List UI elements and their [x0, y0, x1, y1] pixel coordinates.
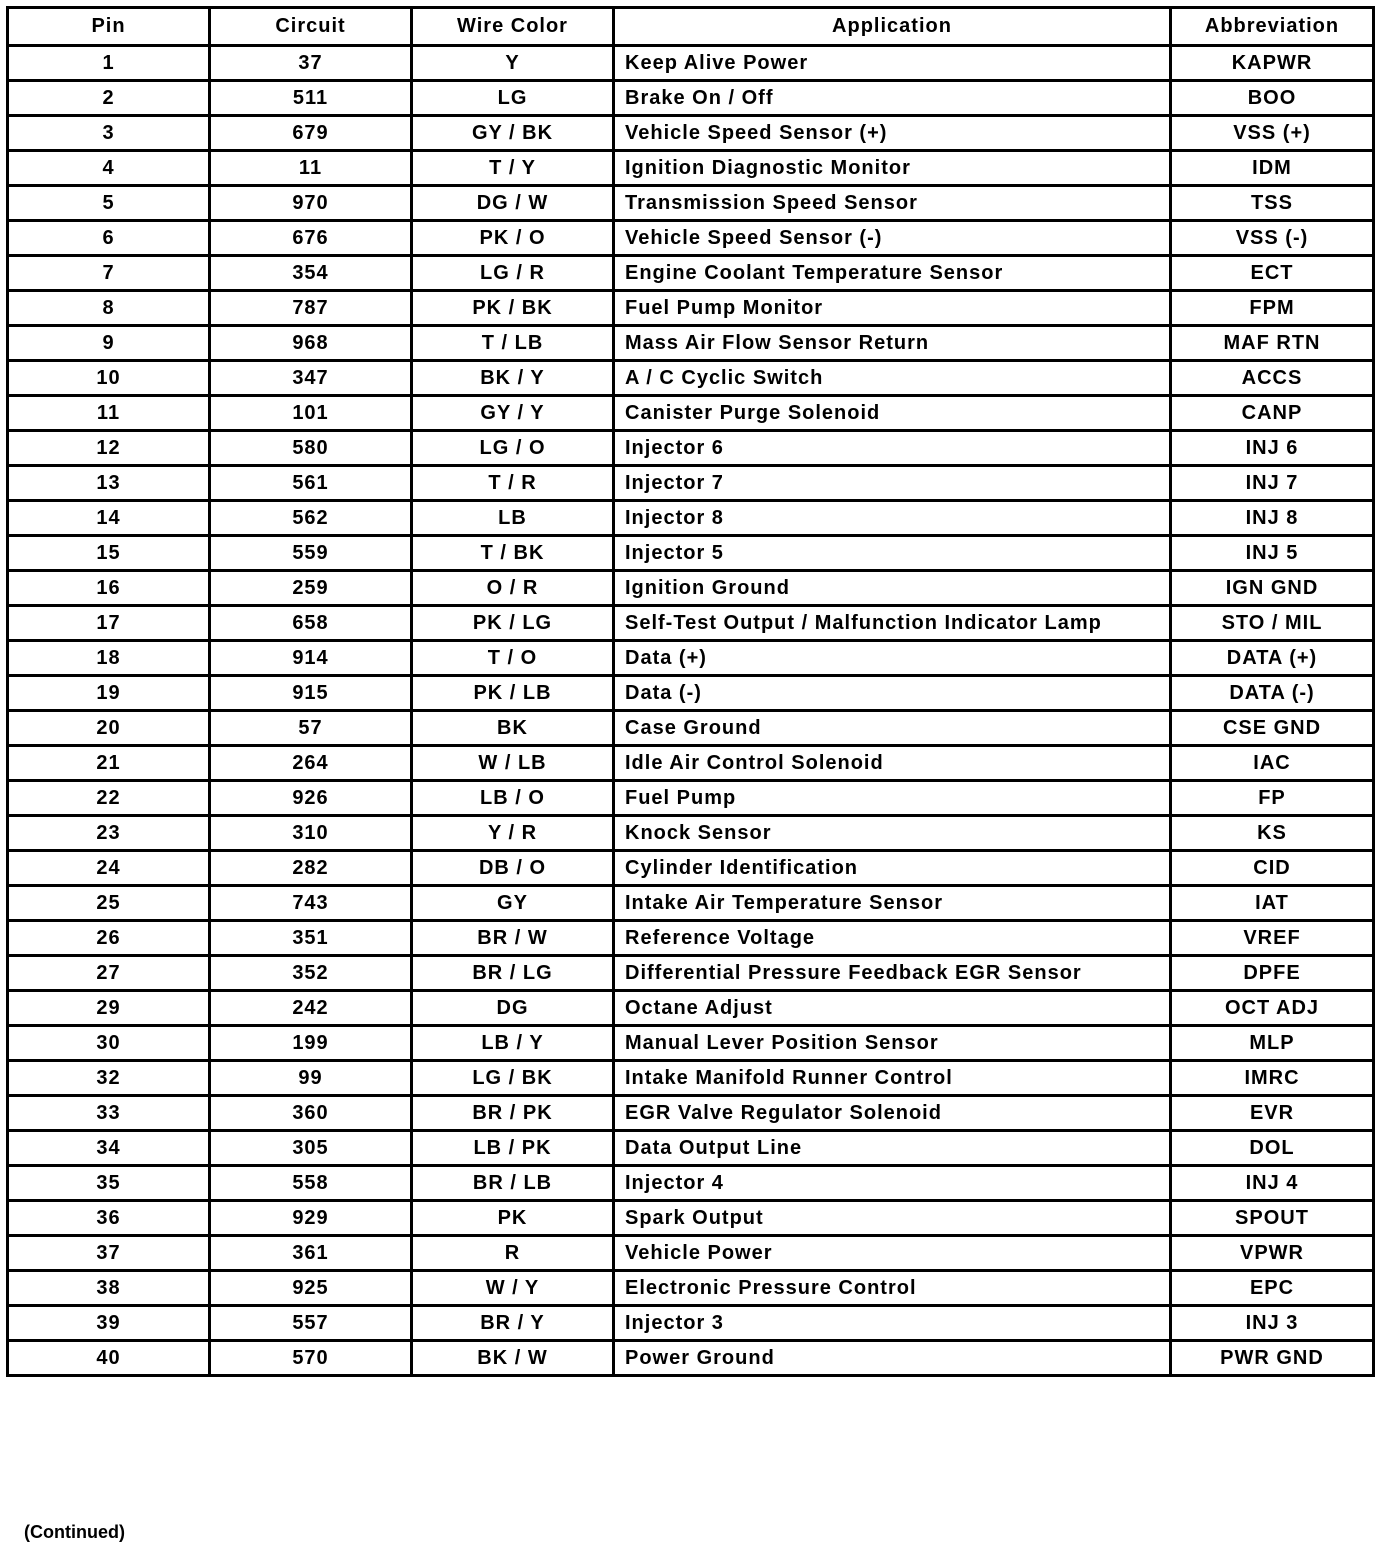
table-row	[8, 711, 1374, 746]
cell-pin: 22	[8, 781, 210, 816]
header-abbreviation: Abbreviation	[1171, 8, 1374, 46]
cell-application: Data (-)	[614, 676, 1171, 711]
cell-circuit: 558	[210, 1166, 412, 1201]
cell-abbreviation: DATA (-)	[1171, 676, 1374, 711]
table-row	[8, 1131, 1374, 1166]
pinout-sheet	[6, 6, 1372, 1377]
cell-application: Vehicle Speed Sensor (-)	[614, 221, 1171, 256]
cell-application: Case Ground	[614, 711, 1171, 746]
cell-wire-color: Y / R	[412, 816, 614, 851]
cell-application: Injector 5	[614, 536, 1171, 571]
cell-wire-color: Y	[412, 46, 614, 81]
cell-pin: 23	[8, 816, 210, 851]
cell-abbreviation: TSS	[1171, 186, 1374, 221]
cell-wire-color: T / O	[412, 641, 614, 676]
cell-wire-color: W / Y	[412, 1271, 614, 1306]
cell-wire-color: PK	[412, 1201, 614, 1236]
cell-application: Intake Manifold Runner Control	[614, 1061, 1171, 1096]
cell-circuit: 929	[210, 1201, 412, 1236]
cell-application: Knock Sensor	[614, 816, 1171, 851]
table-row	[8, 501, 1374, 536]
cell-application: Fuel Pump Monitor	[614, 291, 1171, 326]
cell-application: Vehicle Power	[614, 1236, 1171, 1271]
cell-pin: 21	[8, 746, 210, 781]
cell-abbreviation: INJ 4	[1171, 1166, 1374, 1201]
cell-pin: 34	[8, 1131, 210, 1166]
cell-abbreviation: PWR GND	[1171, 1341, 1374, 1376]
cell-abbreviation: CID	[1171, 851, 1374, 886]
table-row	[8, 46, 1374, 81]
table-row	[8, 116, 1374, 151]
cell-circuit: 57	[210, 711, 412, 746]
table-row	[8, 81, 1374, 116]
cell-circuit: 242	[210, 991, 412, 1026]
cell-circuit: 559	[210, 536, 412, 571]
cell-pin: 39	[8, 1306, 210, 1341]
cell-application: Octane Adjust	[614, 991, 1171, 1026]
table-row	[8, 1341, 1374, 1376]
cell-abbreviation: DPFE	[1171, 956, 1374, 991]
cell-circuit: 914	[210, 641, 412, 676]
table-row	[8, 956, 1374, 991]
cell-pin: 19	[8, 676, 210, 711]
table-row	[8, 1306, 1374, 1341]
cell-circuit: 676	[210, 221, 412, 256]
table-row	[8, 886, 1374, 921]
cell-circuit: 282	[210, 851, 412, 886]
cell-circuit: 310	[210, 816, 412, 851]
cell-wire-color: BR / Y	[412, 1306, 614, 1341]
cell-application: Spark Output	[614, 1201, 1171, 1236]
cell-wire-color: GY / BK	[412, 116, 614, 151]
cell-circuit: 658	[210, 606, 412, 641]
cell-abbreviation: DATA (+)	[1171, 641, 1374, 676]
cell-wire-color: T / BK	[412, 536, 614, 571]
cell-abbreviation: VREF	[1171, 921, 1374, 956]
cell-application: A / C Cyclic Switch	[614, 361, 1171, 396]
cell-circuit: 915	[210, 676, 412, 711]
cell-pin: 1	[8, 46, 210, 81]
cell-application: Transmission Speed Sensor	[614, 186, 1171, 221]
header-row	[8, 8, 1374, 46]
cell-wire-color: LB / PK	[412, 1131, 614, 1166]
cell-circuit: 361	[210, 1236, 412, 1271]
cell-pin: 24	[8, 851, 210, 886]
cell-wire-color: BR / PK	[412, 1096, 614, 1131]
cell-circuit: 511	[210, 81, 412, 116]
cell-wire-color: LB / Y	[412, 1026, 614, 1061]
cell-application: Keep Alive Power	[614, 46, 1171, 81]
table-row	[8, 676, 1374, 711]
cell-abbreviation: FP	[1171, 781, 1374, 816]
table-row	[8, 921, 1374, 956]
cell-application: Injector 4	[614, 1166, 1171, 1201]
cell-pin: 15	[8, 536, 210, 571]
cell-application: Idle Air Control Solenoid	[614, 746, 1171, 781]
table-row	[8, 291, 1374, 326]
cell-wire-color: DG	[412, 991, 614, 1026]
cell-circuit: 352	[210, 956, 412, 991]
cell-pin: 33	[8, 1096, 210, 1131]
table-row	[8, 746, 1374, 781]
cell-wire-color: LG / O	[412, 431, 614, 466]
cell-abbreviation: VSS (-)	[1171, 221, 1374, 256]
cell-abbreviation: MLP	[1171, 1026, 1374, 1061]
cell-pin: 40	[8, 1341, 210, 1376]
cell-circuit: 11	[210, 151, 412, 186]
cell-abbreviation: IAC	[1171, 746, 1374, 781]
cell-application: Mass Air Flow Sensor Return	[614, 326, 1171, 361]
table-row	[8, 186, 1374, 221]
cell-circuit: 199	[210, 1026, 412, 1061]
cell-wire-color: PK / LB	[412, 676, 614, 711]
cell-application: Power Ground	[614, 1341, 1171, 1376]
cell-wire-color: LG	[412, 81, 614, 116]
cell-pin: 18	[8, 641, 210, 676]
cell-wire-color: PK / O	[412, 221, 614, 256]
cell-abbreviation: BOO	[1171, 81, 1374, 116]
cell-circuit: 580	[210, 431, 412, 466]
cell-wire-color: T / LB	[412, 326, 614, 361]
table-row	[8, 1271, 1374, 1306]
cell-circuit: 926	[210, 781, 412, 816]
cell-application: Data (+)	[614, 641, 1171, 676]
cell-wire-color: DB / O	[412, 851, 614, 886]
cell-pin: 36	[8, 1201, 210, 1236]
cell-abbreviation: INJ 5	[1171, 536, 1374, 571]
table-row	[8, 536, 1374, 571]
header-wire-color: Wire Color	[412, 8, 614, 46]
cell-application: Ignition Ground	[614, 571, 1171, 606]
cell-pin: 35	[8, 1166, 210, 1201]
cell-application: Vehicle Speed Sensor (+)	[614, 116, 1171, 151]
table-row	[8, 326, 1374, 361]
table-row	[8, 1166, 1374, 1201]
cell-application: Self-Test Output / Malfunction Indicator Lamp	[614, 606, 1171, 641]
table-row	[8, 431, 1374, 466]
cell-circuit: 354	[210, 256, 412, 291]
cell-wire-color: GY	[412, 886, 614, 921]
cell-application: Injector 7	[614, 466, 1171, 501]
cell-wire-color: PK / LG	[412, 606, 614, 641]
cell-application: Differential Pressure Feedback EGR Sensor	[614, 956, 1171, 991]
cell-application: Injector 3	[614, 1306, 1171, 1341]
cell-circuit: 970	[210, 186, 412, 221]
cell-pin: 20	[8, 711, 210, 746]
cell-wire-color: GY / Y	[412, 396, 614, 431]
cell-wire-color: T / R	[412, 466, 614, 501]
table-row	[8, 991, 1374, 1026]
cell-abbreviation: IAT	[1171, 886, 1374, 921]
cell-wire-color: BK / Y	[412, 361, 614, 396]
cell-pin: 8	[8, 291, 210, 326]
cell-application: Injector 8	[614, 501, 1171, 536]
table-row	[8, 221, 1374, 256]
header-application: Application	[614, 8, 1171, 46]
cell-wire-color: O / R	[412, 571, 614, 606]
cell-circuit: 351	[210, 921, 412, 956]
cell-abbreviation: IDM	[1171, 151, 1374, 186]
cell-abbreviation: EPC	[1171, 1271, 1374, 1306]
cell-pin: 2	[8, 81, 210, 116]
cell-abbreviation: IMRC	[1171, 1061, 1374, 1096]
cell-circuit: 99	[210, 1061, 412, 1096]
cell-pin: 29	[8, 991, 210, 1026]
cell-circuit: 305	[210, 1131, 412, 1166]
table-row	[8, 781, 1374, 816]
table-row	[8, 151, 1374, 186]
cell-pin: 12	[8, 431, 210, 466]
cell-circuit: 561	[210, 466, 412, 501]
cell-circuit: 787	[210, 291, 412, 326]
table-row	[8, 641, 1374, 676]
cell-application: Data Output Line	[614, 1131, 1171, 1166]
cell-application: Electronic Pressure Control	[614, 1271, 1171, 1306]
cell-abbreviation: VSS (+)	[1171, 116, 1374, 151]
cell-pin: 3	[8, 116, 210, 151]
cell-abbreviation: INJ 7	[1171, 466, 1374, 501]
cell-application: Fuel Pump	[614, 781, 1171, 816]
cell-wire-color: BR / LG	[412, 956, 614, 991]
cell-pin: 32	[8, 1061, 210, 1096]
table-row	[8, 851, 1374, 886]
cell-pin: 27	[8, 956, 210, 991]
cell-circuit: 679	[210, 116, 412, 151]
continued-note: (Continued)	[24, 1522, 125, 1542]
table-row	[8, 361, 1374, 396]
cell-wire-color: W / LB	[412, 746, 614, 781]
cell-pin: 13	[8, 466, 210, 501]
cell-application: Ignition Diagnostic Monitor	[614, 151, 1171, 186]
cell-abbreviation: ACCS	[1171, 361, 1374, 396]
cell-abbreviation: CSE GND	[1171, 711, 1374, 746]
cell-wire-color: BR / W	[412, 921, 614, 956]
cell-circuit: 562	[210, 501, 412, 536]
cell-abbreviation: KAPWR	[1171, 46, 1374, 81]
cell-wire-color: R	[412, 1236, 614, 1271]
cell-application: EGR Valve Regulator Solenoid	[614, 1096, 1171, 1131]
cell-circuit: 743	[210, 886, 412, 921]
cell-abbreviation: DOL	[1171, 1131, 1374, 1166]
cell-abbreviation: INJ 3	[1171, 1306, 1374, 1341]
table-row	[8, 571, 1374, 606]
cell-abbreviation: ECT	[1171, 256, 1374, 291]
cell-application: Manual Lever Position Sensor	[614, 1026, 1171, 1061]
pinout-table	[6, 6, 1375, 1377]
cell-pin: 16	[8, 571, 210, 606]
cell-circuit: 37	[210, 46, 412, 81]
cell-wire-color: LB	[412, 501, 614, 536]
cell-application: Injector 6	[614, 431, 1171, 466]
cell-abbreviation: STO / MIL	[1171, 606, 1374, 641]
table-row	[8, 1201, 1374, 1236]
cell-application: Reference Voltage	[614, 921, 1171, 956]
cell-pin: 11	[8, 396, 210, 431]
cell-abbreviation: SPOUT	[1171, 1201, 1374, 1236]
cell-abbreviation: OCT ADJ	[1171, 991, 1374, 1026]
cell-application: Cylinder Identification	[614, 851, 1171, 886]
table-row	[8, 816, 1374, 851]
cell-circuit: 925	[210, 1271, 412, 1306]
cell-pin: 37	[8, 1236, 210, 1271]
cell-wire-color: T / Y	[412, 151, 614, 186]
cell-wire-color: PK / BK	[412, 291, 614, 326]
header-pin: Pin	[8, 8, 210, 46]
cell-pin: 6	[8, 221, 210, 256]
cell-abbreviation: MAF RTN	[1171, 326, 1374, 361]
cell-abbreviation: VPWR	[1171, 1236, 1374, 1271]
cell-application: Canister Purge Solenoid	[614, 396, 1171, 431]
cell-pin: 10	[8, 361, 210, 396]
cell-circuit: 968	[210, 326, 412, 361]
table-row	[8, 1236, 1374, 1271]
table-row	[8, 256, 1374, 291]
cell-wire-color: LG / R	[412, 256, 614, 291]
cell-circuit: 101	[210, 396, 412, 431]
cell-application: Engine Coolant Temperature Sensor	[614, 256, 1171, 291]
cell-pin: 5	[8, 186, 210, 221]
cell-pin: 38	[8, 1271, 210, 1306]
cell-application: Intake Air Temperature Sensor	[614, 886, 1171, 921]
cell-wire-color: LG / BK	[412, 1061, 614, 1096]
table-row	[8, 1096, 1374, 1131]
cell-pin: 30	[8, 1026, 210, 1061]
cell-abbreviation: CANP	[1171, 396, 1374, 431]
cell-circuit: 360	[210, 1096, 412, 1131]
cell-circuit: 347	[210, 361, 412, 396]
cell-wire-color: DG / W	[412, 186, 614, 221]
table-row	[8, 396, 1374, 431]
cell-pin: 9	[8, 326, 210, 361]
cell-wire-color: BK	[412, 711, 614, 746]
cell-pin: 7	[8, 256, 210, 291]
cell-circuit: 570	[210, 1341, 412, 1376]
cell-abbreviation: IGN GND	[1171, 571, 1374, 606]
cell-abbreviation: INJ 6	[1171, 431, 1374, 466]
cell-pin: 14	[8, 501, 210, 536]
cell-pin: 25	[8, 886, 210, 921]
header-circuit: Circuit	[210, 8, 412, 46]
cell-circuit: 259	[210, 571, 412, 606]
cell-abbreviation: EVR	[1171, 1096, 1374, 1131]
cell-abbreviation: INJ 8	[1171, 501, 1374, 536]
pinout-body	[8, 46, 1374, 1376]
cell-wire-color: BR / LB	[412, 1166, 614, 1201]
cell-pin: 17	[8, 606, 210, 641]
cell-abbreviation: KS	[1171, 816, 1374, 851]
cell-application: Brake On / Off	[614, 81, 1171, 116]
table-row	[8, 1026, 1374, 1061]
cell-circuit: 557	[210, 1306, 412, 1341]
table-row	[8, 1061, 1374, 1096]
cell-wire-color: BK / W	[412, 1341, 614, 1376]
cell-pin: 4	[8, 151, 210, 186]
cell-circuit: 264	[210, 746, 412, 781]
cell-pin: 26	[8, 921, 210, 956]
table-row	[8, 606, 1374, 641]
cell-wire-color: LB / O	[412, 781, 614, 816]
cell-abbreviation: FPM	[1171, 291, 1374, 326]
table-row	[8, 466, 1374, 501]
